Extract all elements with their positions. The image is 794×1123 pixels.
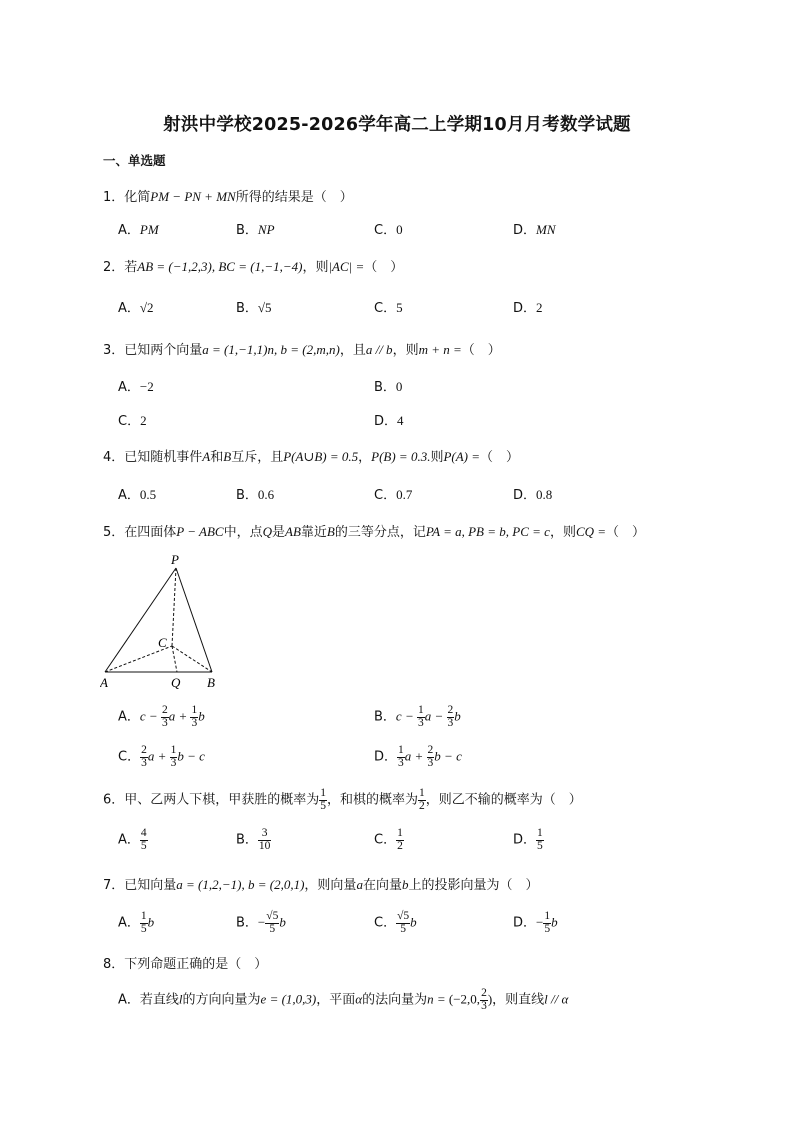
text-q5-options-26: a + [404, 748, 427, 764]
q4-option-b [236, 484, 274, 503]
q1-option-b [236, 219, 275, 238]
text-q4-then: 则 [430, 450, 444, 465]
fraction [140, 828, 148, 852]
text-q4-options-5: 0.7 [396, 487, 413, 502]
text-q4-tail: （ ） [480, 450, 520, 465]
text-q3-expr3: m + n = [418, 342, 462, 357]
text-q5-tail: （ ） [606, 525, 646, 540]
text-q7-options-6: √5 [266, 910, 279, 922]
text-q7-options-5: − [257, 914, 266, 930]
q2-option-b [236, 297, 272, 316]
text-q2-options-1: √2 [139, 300, 154, 315]
text-q3-options-7: 4 [397, 413, 404, 428]
q5-option-b [374, 705, 461, 729]
text-q1-options-2: B． [236, 223, 258, 238]
q5-option-d [374, 745, 462, 769]
fraction [396, 911, 410, 935]
text-q7-b: b [401, 877, 409, 892]
text-q5-options-0: A． [118, 709, 140, 725]
q1-option-d [513, 219, 556, 238]
text-q5-options-18: 3 [141, 756, 147, 769]
text-q6-stem: 6．甲、乙两人下棋，甲获胜的概率为 [103, 792, 320, 808]
q4-option-c [374, 484, 412, 503]
text-q7-options-16: 5 [544, 922, 551, 935]
text-q2-expr2: |AC| = [328, 259, 365, 274]
text-q8-alpha: α [355, 991, 363, 1007]
text-q4-options-7: 0.8 [536, 487, 553, 502]
text-q5-q: Q [262, 524, 272, 539]
text-q2-mid: ，则 [302, 260, 329, 275]
text-q7-a: a [356, 877, 363, 892]
text-q7-options-11: 5 [396, 923, 410, 936]
q2-option-c [374, 297, 403, 316]
text-q8-a_mid3: 的法向量为 [362, 992, 428, 1008]
text-q7-tail: 上的投影向量为（ ） [408, 878, 539, 893]
text-q5-options-24: 1 [398, 744, 404, 756]
fraction [265, 911, 279, 935]
text-q5-options-5: 1 [191, 704, 198, 716]
text-q5-options-4: a + [168, 708, 191, 724]
q7-option-a [118, 911, 154, 935]
text-q6-options-3: B． [236, 832, 258, 848]
question-6 [103, 788, 582, 812]
q5-option-a [118, 705, 205, 729]
fraction [140, 745, 148, 769]
text-q5-options-25: 3 [398, 756, 404, 769]
text-q6-options-7: 1 [397, 827, 403, 839]
q7-option-c [374, 911, 417, 935]
question-2 [103, 256, 403, 275]
text-q3-options-4: C． [118, 414, 141, 429]
text-q3-options-3: 0 [395, 379, 403, 394]
text-q4-options-2: B． [236, 488, 258, 503]
text-q6-f1d: 5 [320, 799, 327, 812]
text-q5-options-23: D． [374, 749, 398, 765]
text-q1-options-4: C． [374, 223, 397, 238]
text-q2-options-5: 5 [396, 300, 403, 315]
text-q8-n: n = [427, 991, 449, 1007]
text-q5-options-12: a − [424, 708, 447, 724]
text-q7-options-15: 1 [544, 910, 551, 922]
text-q6-options-11: 5 [537, 839, 543, 852]
text-q5-expr: P − ABC [176, 524, 224, 539]
text-q1-options-7: MN [536, 222, 556, 237]
text-q8-fn: 2 [481, 987, 487, 999]
text-q3-mid: ，且 [339, 343, 366, 358]
text-q7-options-17: b [551, 914, 558, 930]
text-q7-mid: ，则向量 [304, 878, 357, 893]
text-q4-options-0: A． [118, 488, 140, 503]
text-q3-options-6: D． [374, 414, 398, 429]
fraction [536, 828, 544, 852]
text-q5-options-27: 2 [427, 744, 434, 756]
text-q7-options-2: 5 [140, 922, 147, 935]
text-q6-options-4: 3 [261, 827, 268, 839]
text-q5-options-1: c − [139, 708, 161, 724]
text-q5-options-13: 2 [447, 704, 454, 716]
text-q8-a_mid: 的方向向量为 [182, 992, 261, 1008]
text-q5-options-2: 2 [161, 704, 168, 716]
text-q6-options-1: 4 [140, 827, 147, 839]
text-q5-near: 靠近 [300, 525, 327, 540]
text-q5-options-9: c − [395, 708, 417, 724]
edge-PB [176, 568, 212, 672]
text-q5-expr3: CQ = [575, 524, 607, 539]
fraction [319, 788, 327, 812]
text-q5-options-10: 1 [417, 704, 424, 716]
text-q6-options-10: 1 [537, 827, 543, 839]
fraction [161, 705, 169, 729]
text-q8-a_mid2: ，平面 [316, 992, 356, 1008]
text-q5-options-6: 3 [191, 716, 198, 729]
text-q8-nvec1: (−2,0, [448, 991, 481, 1007]
text-q4-a: A [202, 449, 211, 464]
page-title: 射洪中学校2025-2026学年高二上学期10月月考数学试题 [163, 115, 631, 135]
text-q6-options-9: D． [513, 832, 537, 848]
label-A: A [100, 675, 108, 690]
text-q2-tail: （ ） [364, 260, 404, 275]
text-q3-tail: （ ） [461, 343, 501, 358]
text-q3-mid2: ，则 [392, 343, 419, 358]
text-q5-expr2: PA = a, PB = b, PC = c [425, 524, 550, 539]
text-q5-options-21: 3 [170, 756, 177, 769]
text-q1-options-5: 0 [396, 222, 403, 237]
text-q2-options-0: A． [118, 301, 140, 316]
text-q1-stem: 1．化简 [103, 190, 151, 205]
edge-PA [105, 568, 176, 672]
question-7 [103, 874, 538, 893]
text-q5-options-11: 3 [417, 716, 424, 729]
text-q5-options-19: a + [147, 748, 170, 764]
q5-option-c [118, 745, 205, 769]
text-q3-options-2: B． [374, 380, 396, 395]
text-q8-stem: 8．下列命题正确的是（ ） [103, 957, 268, 972]
text-q3-options-1: −2 [139, 379, 154, 394]
section-heading: 一、单选题 [103, 153, 166, 168]
text-q7-options-10: √5 [397, 910, 410, 922]
text-q3-stem: 3．已知两个向量 [103, 343, 203, 358]
text-q7-options-8: b [279, 914, 286, 930]
text-q7-options-1: 1 [140, 910, 147, 922]
text-q8-fd: 3 [481, 999, 487, 1012]
text-q4-options-1: 0.5 [139, 487, 157, 502]
fraction [258, 828, 272, 852]
tetrahedron-diagram [100, 550, 225, 690]
text-q7-mid2: 在向量 [362, 878, 402, 893]
text-q5-ab: AB [285, 524, 301, 539]
text-q5-mid2: 的三等分点，记 [334, 525, 426, 540]
text-q2-stem: 2．若 [103, 260, 138, 275]
question-1 [103, 186, 353, 205]
fraction [480, 988, 488, 1012]
text-q6-options-2: 5 [140, 839, 147, 852]
q3-option-d [374, 410, 404, 429]
text-q6-options-6: C． [374, 832, 397, 848]
q4-option-a [118, 484, 156, 503]
label-P: P [171, 552, 179, 567]
text-q5-options-28: 3 [427, 756, 434, 769]
text-q4-mid: 互斥，且 [231, 450, 284, 465]
text-q5-options-3: 3 [161, 716, 168, 729]
text-q1-options-6: D． [513, 223, 537, 238]
text-q4-options-4: C． [374, 488, 397, 503]
label-Q: Q [171, 675, 181, 690]
text-q5-options-20: 1 [170, 744, 177, 756]
q6-option-d [513, 828, 544, 852]
text-q3-expr2: a // b [365, 342, 393, 357]
text-q5-options-8: B． [374, 709, 396, 725]
question-4 [103, 446, 519, 465]
text-q4-and: 和 [210, 450, 224, 465]
q8-option-a [118, 988, 568, 1012]
q4-option-d [513, 484, 552, 503]
edge-CQ [172, 646, 177, 672]
text-q2-options-2: B． [236, 301, 258, 316]
q3-option-c [118, 410, 147, 429]
fraction [417, 705, 425, 729]
text-q4-expr2: P(B) = 0.3. [371, 449, 431, 464]
text-q4-stem: 4．已知随机事件 [103, 450, 203, 465]
text-q1-options-0: A． [118, 223, 140, 238]
text-q2-expr: AB = (−1,2,3), BC = (1,−1,−4) [137, 259, 303, 274]
text-q5-options-22: b − c [177, 748, 205, 764]
text-q7-options-3: b [147, 914, 155, 930]
text-q4-b: B [223, 449, 232, 464]
text-q6-f2d: 2 [419, 799, 425, 812]
text-q7-options-4: B． [236, 915, 258, 931]
q1-option-a [118, 219, 159, 238]
q6-option-a [118, 828, 148, 852]
q3-option-a [118, 376, 154, 395]
text-q5-options-14: 3 [447, 716, 454, 729]
text-q7-options-0: A． [118, 915, 140, 931]
label-C: C [158, 635, 167, 650]
text-q6-tail: ，则乙不输的概率为（ ） [425, 792, 582, 808]
question-5 [103, 521, 645, 540]
question-8 [103, 953, 267, 972]
text-q4-options-6: D． [513, 488, 537, 503]
q3-option-b [374, 376, 402, 395]
text-q2-options-6: D． [513, 301, 537, 316]
text-q4-expr3: P(A) = [443, 449, 481, 464]
text-q3-options-5: 2 [140, 413, 147, 428]
text-q7-options-13: D． [513, 915, 537, 931]
text-q6-f1n: 1 [320, 787, 327, 799]
text-q1-expr: PM − PN + MN [150, 189, 236, 204]
text-q4-sep: ， [358, 450, 372, 465]
text-q8-e: e = (1,0,3) [260, 991, 317, 1007]
text-q8-a_mid4: ，则直线 [492, 992, 545, 1008]
question-3 [103, 339, 501, 358]
text-q1-options-1: PM [139, 222, 159, 237]
text-q4-options-3: 0.6 [257, 487, 275, 502]
q6-option-b [236, 828, 271, 852]
edge-PC [172, 568, 176, 646]
q2-option-a [118, 297, 154, 316]
text-q2-options-7: 2 [536, 300, 543, 315]
q2-option-d [513, 297, 543, 316]
fraction [140, 911, 148, 935]
text-q7-options-7: 5 [265, 923, 279, 936]
text-q5-options-17: 2 [141, 744, 147, 756]
text-q7-options-9: C． [374, 915, 397, 931]
text-q7-stem: 7．已知向量 [103, 878, 177, 893]
text-q6-f2n: 1 [419, 787, 425, 799]
text-q5-options-7: b [198, 708, 205, 724]
edge-BC [172, 646, 212, 672]
text-q5-options-16: C． [118, 749, 141, 765]
text-q7-options-14: − [536, 914, 544, 930]
text-q8-l: l [178, 991, 183, 1007]
fraction [396, 828, 404, 852]
fraction [418, 788, 426, 812]
q7-option-d [513, 911, 558, 935]
fraction [543, 911, 551, 935]
text-q5-options-29: b − c [434, 748, 462, 764]
text-q4-expr: P(A∪B) = 0.5 [283, 449, 359, 464]
text-q6-options-0: A． [118, 832, 140, 848]
text-q3-options-0: A． [118, 380, 140, 395]
text-q5-b: B [326, 524, 335, 539]
text-q5-is: 是 [271, 525, 285, 540]
text-q6-options-8: 2 [397, 839, 403, 852]
text-q8-nvec2: ) [487, 991, 493, 1007]
text-q1-options-3: NP [257, 222, 275, 237]
text-q1-tail: 所得的结果是（ ） [235, 190, 353, 205]
text-q8-concl: l // α [544, 991, 569, 1007]
text-q2-options-3: √5 [257, 300, 272, 315]
text-q5-then: ，则 [549, 525, 576, 540]
text-q5-options-15: b [454, 708, 461, 724]
text-q7-options-12: b [410, 914, 417, 930]
text-q7-expr: a = (1,2,−1), b = (2,0,1) [176, 877, 305, 892]
q6-option-c [374, 828, 404, 852]
q1-option-c [374, 219, 403, 238]
text-q6-options-5: 10 [258, 839, 271, 852]
text-q2-options-4: C． [374, 301, 397, 316]
text-q5-stem: 5．在四面体 [103, 525, 177, 540]
text-q5-mid: 中，点 [223, 525, 263, 540]
text-q3-expr: a = (1,−1,1)n, b = (2,m,n) [202, 342, 340, 357]
q7-option-b [236, 911, 286, 935]
text-q6-mid: ，和棋的概率为 [327, 792, 419, 808]
text-q8-a_pre: A．若直线 [118, 992, 179, 1008]
fraction [397, 745, 405, 769]
label-B: B [207, 675, 215, 690]
